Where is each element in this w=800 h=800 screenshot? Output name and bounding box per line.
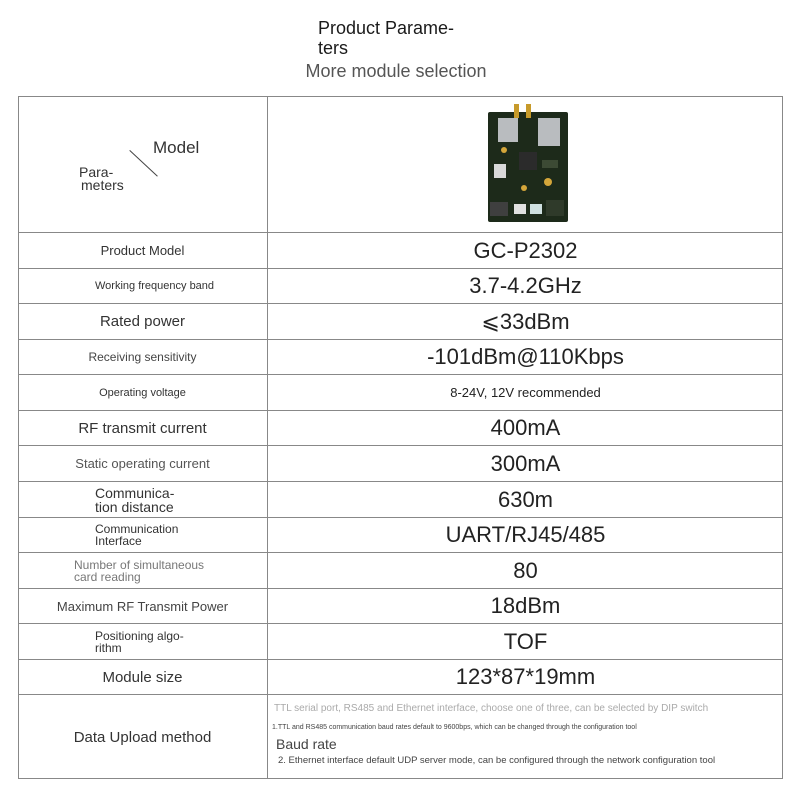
param-label-text: Product Model <box>100 243 185 258</box>
param-value: 630m <box>497 486 554 512</box>
upload-line-3: Baud rate <box>276 736 337 752</box>
product-board-image <box>484 104 572 224</box>
param-label-text: Positioning algo-rithm <box>95 628 184 655</box>
corner-params-label: Para- meters <box>79 164 124 193</box>
param-label <box>18 304 267 339</box>
param-label-text: Static operating current <box>75 456 210 471</box>
param-value: 18dBm <box>490 593 561 618</box>
param-label <box>18 518 267 552</box>
param-value: UART/RJ45/485 <box>445 522 606 547</box>
param-label <box>18 233 267 268</box>
param-value: -101dBm@110Kbps <box>427 344 624 369</box>
param-value: 400mA <box>490 415 561 440</box>
param-label <box>18 375 267 410</box>
param-label-text: Module size <box>102 668 183 686</box>
param-label-text: Maximum RF Transmit Power <box>56 598 229 614</box>
param-label <box>18 446 267 481</box>
title-line-2: ters <box>318 38 349 58</box>
title-line-1: Product Parame- <box>318 18 455 38</box>
param-label <box>18 660 267 694</box>
param-label-text: Receiving sensitivity <box>88 350 197 364</box>
page-title <box>318 18 454 58</box>
param-value: 3.7-4.2GHz <box>469 273 582 298</box>
param-label <box>18 589 267 623</box>
param-label-text: Communica-tion distance <box>95 484 175 515</box>
param-label <box>18 482 267 517</box>
upload-line-1: TTL serial port, RS485 and Ethernet interface, choose one of three, can be selected by DIP switch <box>274 703 709 714</box>
param-label-text: Working frequency band <box>95 279 215 292</box>
param-label <box>18 411 267 445</box>
upload-line-4: 2. Ethernet interface default UDP server mode, can be configured through the network configuration tool <box>278 755 716 766</box>
param-label-text: RF transmit current <box>78 419 207 437</box>
param-value: 8-24V, 12V recommended <box>450 385 601 400</box>
param-label <box>18 269 267 303</box>
param-label-text: Number of simultaneous card reading <box>74 557 205 584</box>
param-label-text: Operating voltage <box>99 386 186 399</box>
param-label-text: Communication Interface <box>95 522 179 548</box>
param-label <box>18 553 267 588</box>
upload-method-details <box>268 695 783 779</box>
param-value: GC-P2302 <box>473 237 578 263</box>
param-label <box>18 624 267 659</box>
page-subtitle: More module selection <box>305 61 487 81</box>
param-value: 80 <box>513 557 538 583</box>
param-label-text: Rated power <box>99 313 186 330</box>
param-value: 300mA <box>490 450 561 476</box>
param-value: TOF <box>503 628 548 654</box>
param-value: 123*87*19mm <box>455 664 596 689</box>
upload-method-label: Data Upload method <box>73 728 212 746</box>
corner-model-label: Model <box>153 138 200 157</box>
param-label <box>18 340 267 374</box>
param-value: ⩽33dBm <box>481 308 570 334</box>
upload-line-2: 1.TTL and RS485 communication baud rates default to 9600bps, which can be changed through the configuration tool <box>272 724 637 731</box>
